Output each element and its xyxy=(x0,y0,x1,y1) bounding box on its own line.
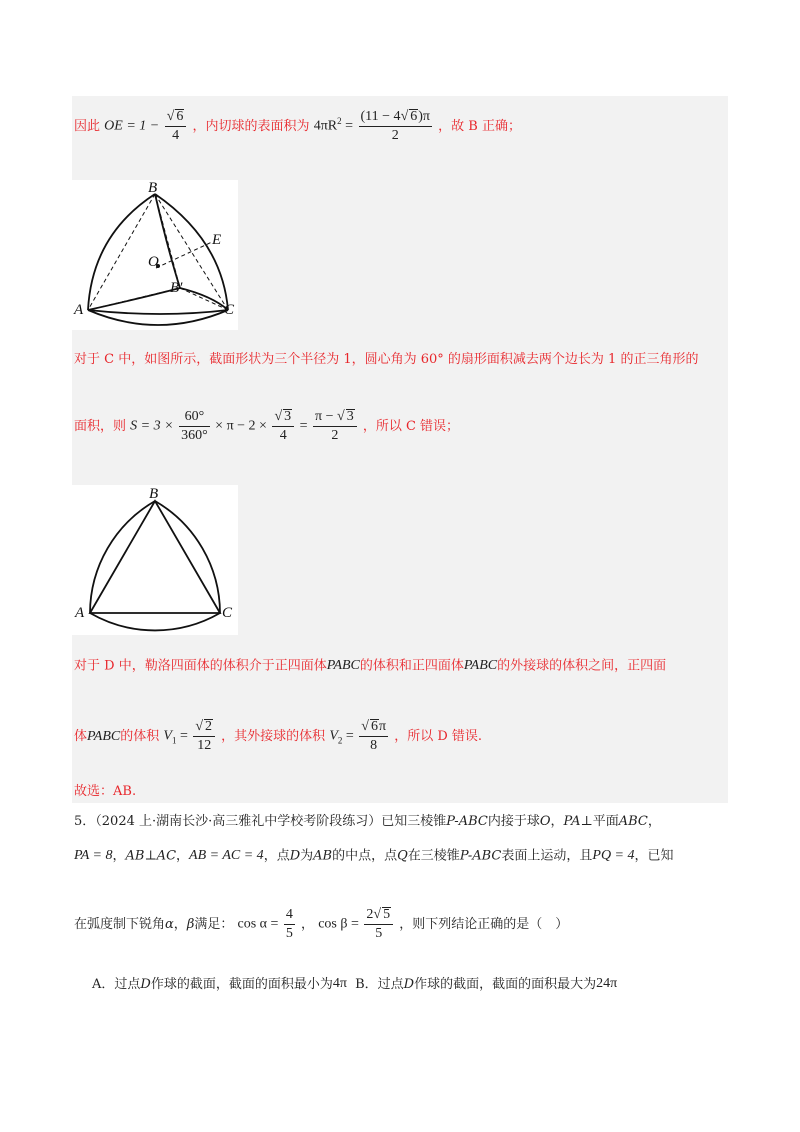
formula-v1: $V_1$ = $\frac{√ 2}{12}$ xyxy=(163,718,217,755)
d-paragraph-line-2: 体PABC的体积 $V_1$ = $\frac{√ 2}{12}$ ，其外接球的体积 $V_2$ = $\frac{√ 6\pi}{8}$ ，所以 D 错误. xyxy=(74,719,483,753)
q5-line-1: 5．（2024 上·湖南长沙·高三雅礼中学校考阶段练习）已知三棱锥P-ABC内接于球O，PA⊥平面ABC， xyxy=(74,814,661,829)
text: 因此 xyxy=(74,119,101,134)
formula-cos-beta: cos β = $\frac{2√ 5}{5}$ xyxy=(318,906,395,943)
text: ，故 B 正确； xyxy=(438,119,521,134)
c-paragraph-line-1: 对于 C 中，如图所示，截面形状为三个半径为 1，圆心角为 60° 的扇形面积减去两个边长为 1 的正三角形的 xyxy=(74,352,699,367)
formula-sphere-area: $4\pi R^2$ = $\frac{(11 - 4√ 6)\pi}{2}$ xyxy=(313,109,430,143)
q5-line-3: 在弧度制下锐角α，β满足： cos α = $\frac{4}{5}$ ， cos β = $\frac{2√ 5}{5}$ ，则下列结论正确的是（ ） xyxy=(74,907,569,941)
label-b: B xyxy=(149,486,159,502)
figure-reuleaux-triangle xyxy=(72,485,238,635)
text: ，内切球的表面积为 xyxy=(192,119,310,134)
q5-line-2: PA = 8，AB⊥AC，AB = AC = 4，点D为AB的中点，点Q在三棱锥P-ABC表面上运动，且PQ = 4，已知 xyxy=(74,848,674,864)
label-b-prime: B′ xyxy=(170,280,183,296)
formula-cos-alpha: cos α = $\frac{4}{5}$ xyxy=(237,907,293,941)
label-e: E xyxy=(212,232,222,248)
label-b: B xyxy=(148,180,158,196)
c-paragraph-line-2: 面积，则 S = 3 × $\frac{60^\circ}{360^\circ}$ × π − 2 × $\frac{√ 3}{4}$ = $\frac{\pi - √ 3}{2}$ ，所以 C 错误； xyxy=(74,409,460,443)
label-a: A xyxy=(74,302,84,318)
option-b[interactable]: B．过点D作球的截面，截面的面积最大为24π xyxy=(355,976,618,992)
label-o: O xyxy=(148,254,159,270)
option-a[interactable]: A．过点D作球的截面，截面的面积最小为4π xyxy=(92,976,347,992)
reuleaux-tetrahedron-diagram xyxy=(72,180,238,330)
label-c: C xyxy=(222,605,233,621)
formula-s: S = 3 × $\frac{60^\circ}{360^\circ}$ × π − 2 × $\frac{√ 3}{4}$ = $\frac{\pi - √ 3}{2}$ xyxy=(130,408,359,445)
reuleaux-triangle-diagram xyxy=(72,485,238,635)
solution-line-1 xyxy=(74,108,521,150)
answer: 故选：AB. xyxy=(74,784,137,799)
formula-v2: $V_2$ = $\frac{√ 6\pi}{8}$ xyxy=(329,719,387,753)
formula-oe: OE = 1 − $\frac{√ 6}{4}$ xyxy=(104,108,188,145)
label-c: C xyxy=(224,302,235,318)
q5-options xyxy=(92,974,617,995)
label-a: A xyxy=(75,605,85,621)
d-paragraph-line-1: 对于 D 中，勒洛四面体的体积介于正四面体PABC的体积和正四面体PABC的外接球的体积之间，正四面 xyxy=(74,658,667,674)
figure-reuleaux-tetrahedron xyxy=(72,180,238,330)
